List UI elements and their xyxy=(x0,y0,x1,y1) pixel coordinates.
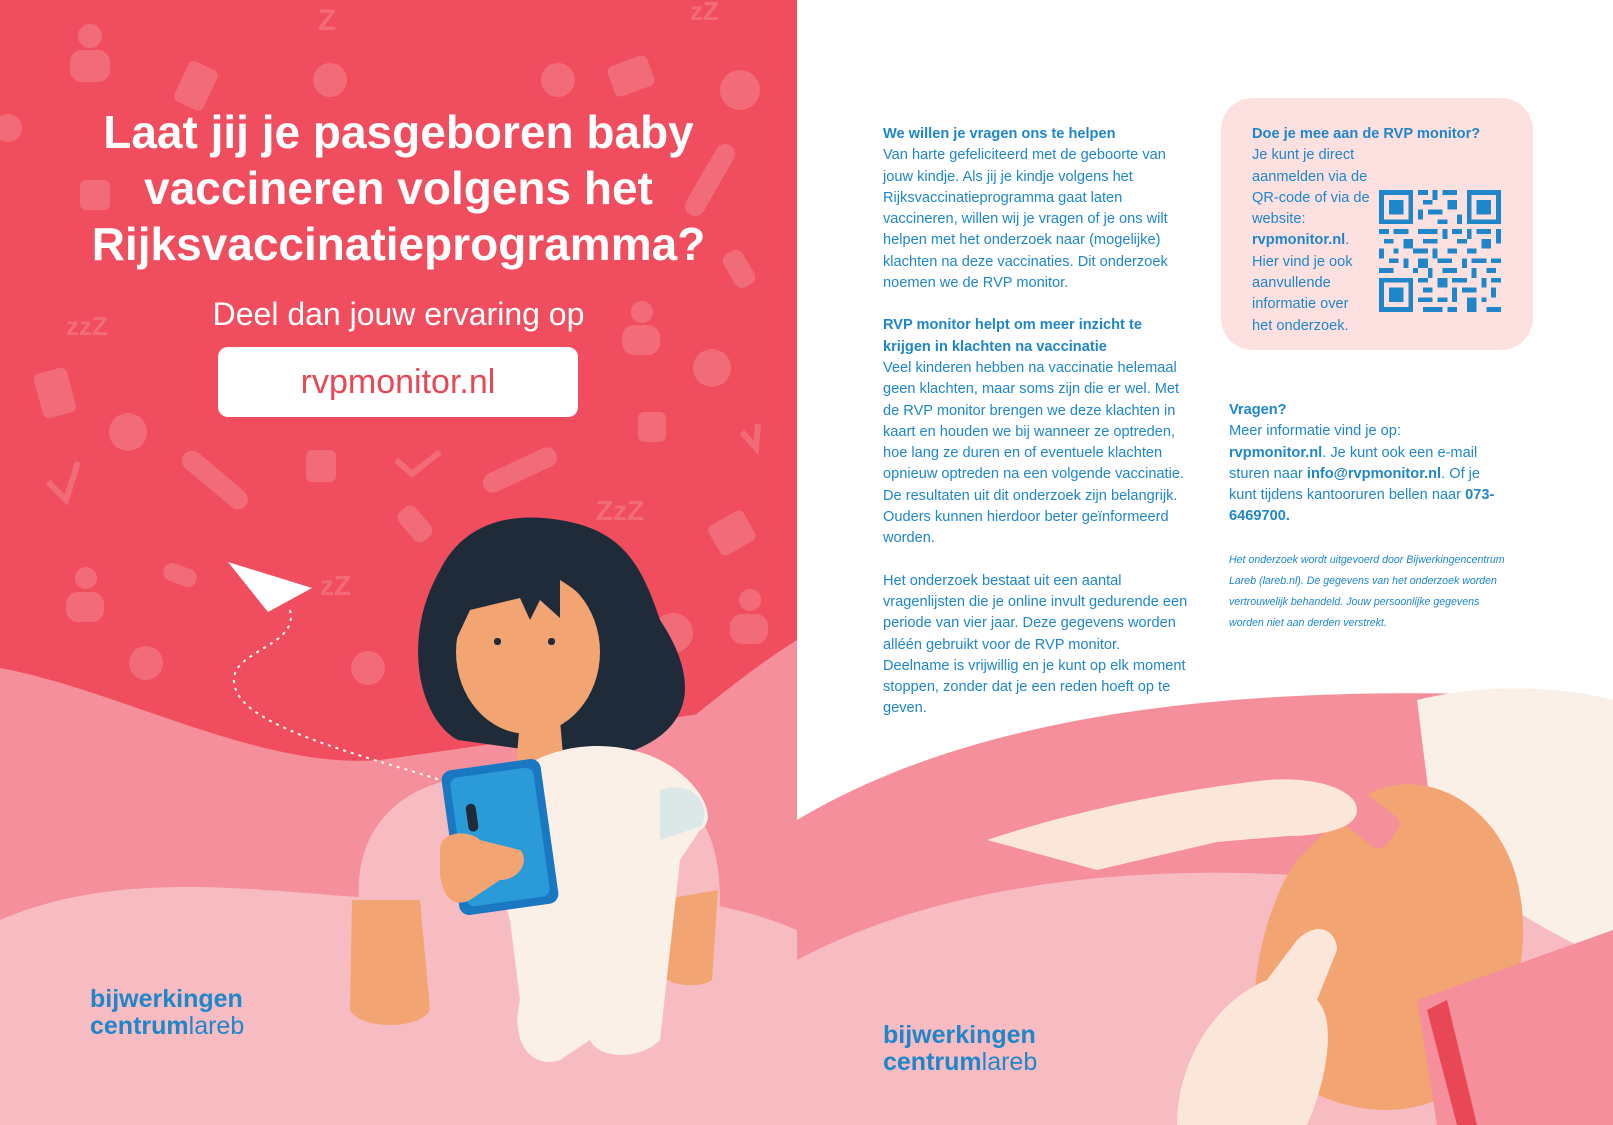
card-text: Je kunt je direct aanmelden via de QR-code of via de website: xyxy=(1252,147,1370,228)
svg-text:zZ: zZ xyxy=(690,0,719,26)
questions-website-link[interactable]: rvpmonitor.nl xyxy=(1229,444,1323,461)
subheadline: Deel dan jouw ervaring op xyxy=(212,296,585,332)
section-heading-help: We willen je vragen ons te helpen xyxy=(883,126,1116,142)
section-heading-insight: RVP monitor helpt om meer inzicht te krijgen in klachten na vaccinatie xyxy=(883,317,1142,355)
lareb-logo xyxy=(90,986,244,1040)
section-body-research: Het onderzoek bestaat uit een aantal vragenlijsten die je online invult gedurende een periode van vier jaar. Deze gegevens worden alléén gebruikt voor de RVP monitor. Deelname is vrijwillig en je kunt op elk moment stoppen, zonder dat je een reden hoeft op te geven. xyxy=(883,572,1188,717)
questions-text-3: . Of je kunt tijdens kantooruren bellen naar xyxy=(1229,465,1481,504)
svg-text:ZzZ: ZzZ xyxy=(596,495,645,526)
headline xyxy=(40,104,757,272)
svg-text:zZ: zZ xyxy=(320,570,352,601)
svg-text:zzZ: zzZ xyxy=(66,311,108,341)
logo-lareb: lareb xyxy=(981,1048,1038,1076)
section-body-insight: Veel kinderen hebben na vaccinatie helemaal geen klachten, maar soms zijn die er wel. Met de RVP monitor brengen we deze klachten in kaart en houden we bij wanneer ze optreden, hoe lang ze duren en of eventuele klachten opnieuw optreden na een volgende vaccinatie. De resultaten uit dit onderzoek zijn belangrijk. Ouders kunnen hierdoor beter geïnformeerd worden. xyxy=(883,359,1185,547)
back-page xyxy=(797,0,1613,1125)
headline-line-1: Laat jij je pasgeboren baby xyxy=(103,106,694,158)
card-heading: Doe je mee aan de RVP monitor? xyxy=(1252,126,1481,142)
logo-line-1: bijwerkingen xyxy=(883,1021,1036,1049)
logo-lareb: lareb xyxy=(188,1012,245,1040)
pattern-icons xyxy=(0,0,768,685)
card-text-more: . Hier vind je ook aanvullende informatie over het onderzoek. xyxy=(1252,232,1353,334)
logo-line-1: bijwerkingen xyxy=(90,985,243,1013)
disclaimer: Het onderzoek wordt uitgevoerd door Bijwerkingencentrum Lareb (lareb.nl). De gegevens van het onderzoek worden vertrouwelijk behandeld. Jouw persoonlijke gegevens worden niet aan derden verstrekt. xyxy=(1229,554,1505,629)
qr-code[interactable] xyxy=(1378,190,1502,312)
questions-text-1: Meer informatie vind je op: xyxy=(1229,423,1401,440)
headline-line-2: vaccineren volgens het xyxy=(144,162,653,214)
lareb-logo-back xyxy=(883,1022,1037,1076)
front-page xyxy=(0,0,797,1125)
svg-text:Z: Z xyxy=(318,4,337,37)
headline-line-3: Rijksvaccinatieprogramma? xyxy=(91,218,706,270)
email-link[interactable]: info@rvpmonitor.nl xyxy=(1306,465,1442,482)
paper-plane-icon xyxy=(228,562,312,612)
logo-centrum: centrum xyxy=(883,1048,982,1076)
intro-column xyxy=(883,124,1189,720)
website-link-button[interactable]: rvpmonitor.nl xyxy=(218,347,578,417)
phone-number[interactable]: 073-6469700. xyxy=(1229,487,1495,525)
questions-heading: Vragen? xyxy=(1229,402,1287,418)
section-body-help: Van harte gefeliciteerd met de geboorte van jouw kindje. Als jij je kindje volgens het Rijksvaccinatieprogramma gaat laten vaccineren, willen wij je vragen of je ons wilt helpen met het onderzoek naar (mogelijke) klachten na deze vaccinaties. Dit onderzoek noemen we de RVP monitor. xyxy=(883,147,1168,292)
questions-block xyxy=(1229,400,1499,528)
questions-text-2: . Je kunt ook een e-mail sturen naar xyxy=(1229,444,1478,482)
mother-illustration xyxy=(350,517,720,1125)
logo-centrum: centrum xyxy=(90,1012,189,1040)
card-website-link[interactable]: rvpmonitor.nl xyxy=(1252,232,1346,249)
